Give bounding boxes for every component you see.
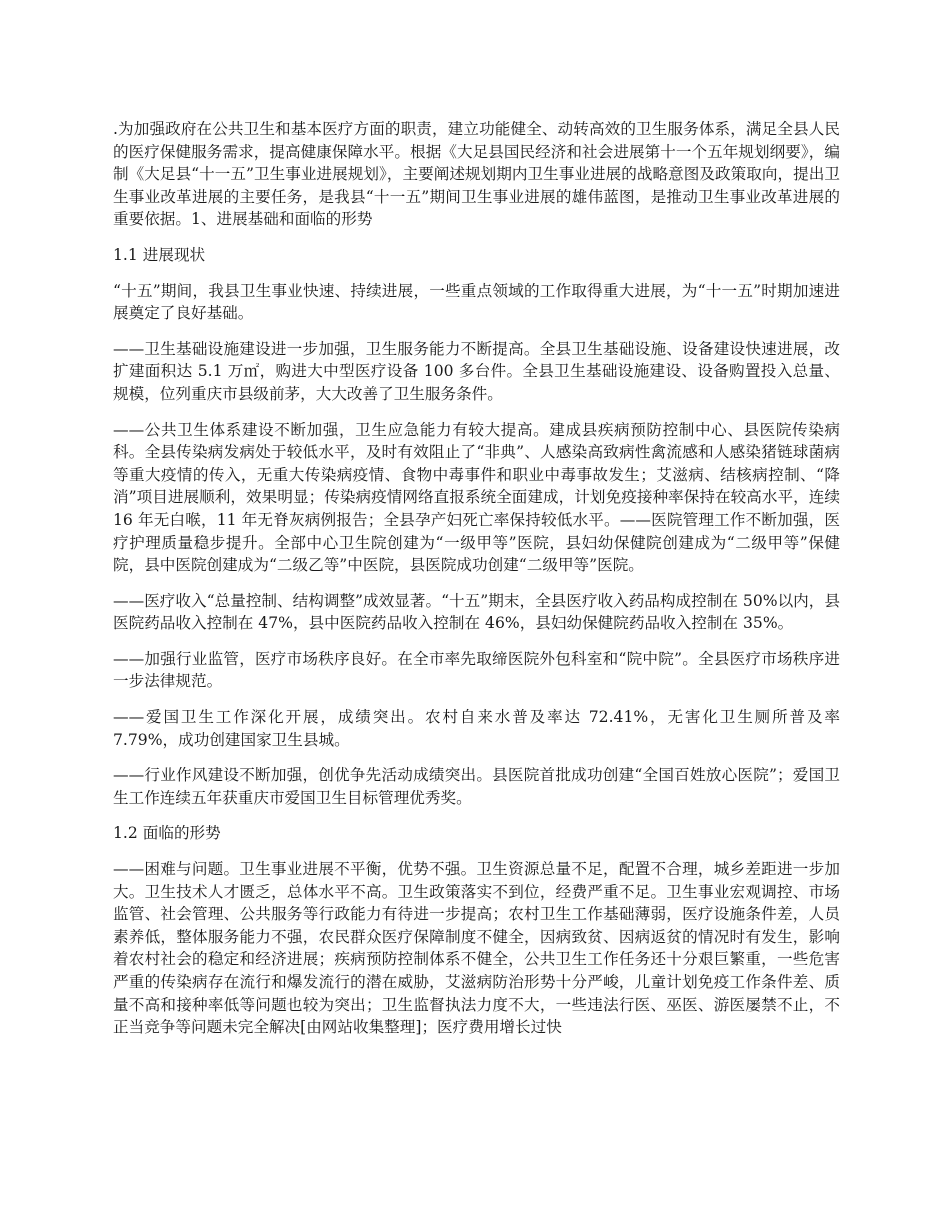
paragraph-problems: ——困难与问题。卫生事业进展不平衡，优势不强。卫生资源总量不足，配置不合理，城乡差距进一步加大。卫生技术人才匮乏，总体水平不高。卫生政策落实不到位，经费严重不足。卫生事业宏观调控、市场监管、社会管理、公共服务等行政能力有待进一步提高；农村卫生工作基础薄弱，医疗设施条件差，人员素养低，整体服务能力不强，农民群众医疗保障制度不健全，因病致贫、因病返贫的情况时有发生，影响着农村社会的稳定和经济进展；疾病预防控制体系不健全，公共卫生工作任务还十分艰巨繁重，一些危害严重的传染病存在流行和爆发流行的潜在威胁，艾滋病防治形势十分严峻，儿童计划免疫工作条件差、质量不高和接种率低等问题也较为突出；卫生监督执法力度不大，一些违法行医、巫医、游医屡禁不止，不正当竞争等问题未完全解决[由网站收集整理]；医疗费用增长过快	[113, 860, 840, 1037]
paragraph-overview: “十五”期间，我县卫生事业快速、持续进展，一些重点领域的工作取得重大进展，为“十一五”时期加速进展奠定了良好基础。	[113, 281, 840, 323]
paragraph-patriotic-health: ——爱国卫生工作深化开展，成绩突出。农村自来水普及率达 72.41%，无害化卫生厕所普及率 7.79%，成功创建国家卫生县城。	[113, 708, 840, 749]
document-body	[113, 118, 840, 1052]
paragraph-medical-income: ——医疗收入“总量控制、结构调整”成效显著。“十五”期末，全县医疗收入药品构成控制在 50%以内，县医院药品收入控制在 47%，县中医院药品收入控制在 46%，县妇幼保健院药品收入控制在 35%。	[113, 591, 840, 633]
paragraph-conduct: ——行业作风建设不断加强，创优争先活动成绩突出。县医院首批成功创建“全国百姓放心医院”；爱国卫生工作连续五年获重庆市爱国卫生目标管理优秀奖。	[113, 766, 840, 807]
intro-paragraph: .为加强政府在公共卫生和基本医疗方面的职责，建立功能健全、动转高效的卫生服务体系，满足全县人民的医疗保健服务需求，提高健康保障水平。根据《大足县国民经济和社会进展第十一个五年规划纲要》，编制《大足县“十一五”卫生事业进展规划》，主要阐述规划期内卫生事业进展的战略意图及政策取向，提出卫生事业改革进展的主要任务，是我县“十一五”期间卫生事业进展的雄伟蓝图，是推动卫生事业改革进展的重要依据。1、进展基础和面临的形势	[113, 120, 840, 229]
section-heading-1-1: 1.1 进展现状	[113, 245, 206, 264]
section-heading-1-2: 1.2 面临的形势	[113, 824, 221, 843]
paragraph-supervision: ——加强行业监管，医疗市场秩序良好。在全市率先取缔医院外包科室和“院中院”。全县医疗市场秩序进一步法律规范。	[113, 649, 840, 691]
paragraph-infrastructure: ——卫生基础设施建设进一步加强，卫生服务能力不断提高。全县卫生基础设施、设备建设快速进展，改扩建面积达 5.1 万㎡，购进大中型医疗设备 100 多台件。全县卫生基础设施建设、设备购置投入总量、规模，位列重庆市县级前茅，大大改善了卫生服务条件。	[113, 339, 840, 403]
paragraph-public-health: ——公共卫生体系建设不断加强，卫生应急能力有较大提高。建成县疾病预防控制中心、县医院传染病科。全县传染病发病处于较低水平，及时有效阻止了“非典”、人感染高致病性禽流感和人感染猪链球菌病等重大疫情的传入，无重大传染病疫情、食物中毒事件和职业中毒事故发生；艾滋病、结核病控制、“降消”项目进展顺利，效果明显；传染病疫情网络直报系统全面建成，计划免疫接种率保持在较高水平，连续 16 年无白喉，11 年无脊灰病例报告；全县孕产妇死亡率保持较低水平。——医院管理工作不断加强，医疗护理质量稳步提升。全部中心卫生院创建为“一级甲等”医院，县妇幼保健院创建成为“二级甲等”保健院，县中医院创建成为“二级乙等”中医院，县医院成功创建“二级甲等”医院。	[113, 420, 840, 575]
